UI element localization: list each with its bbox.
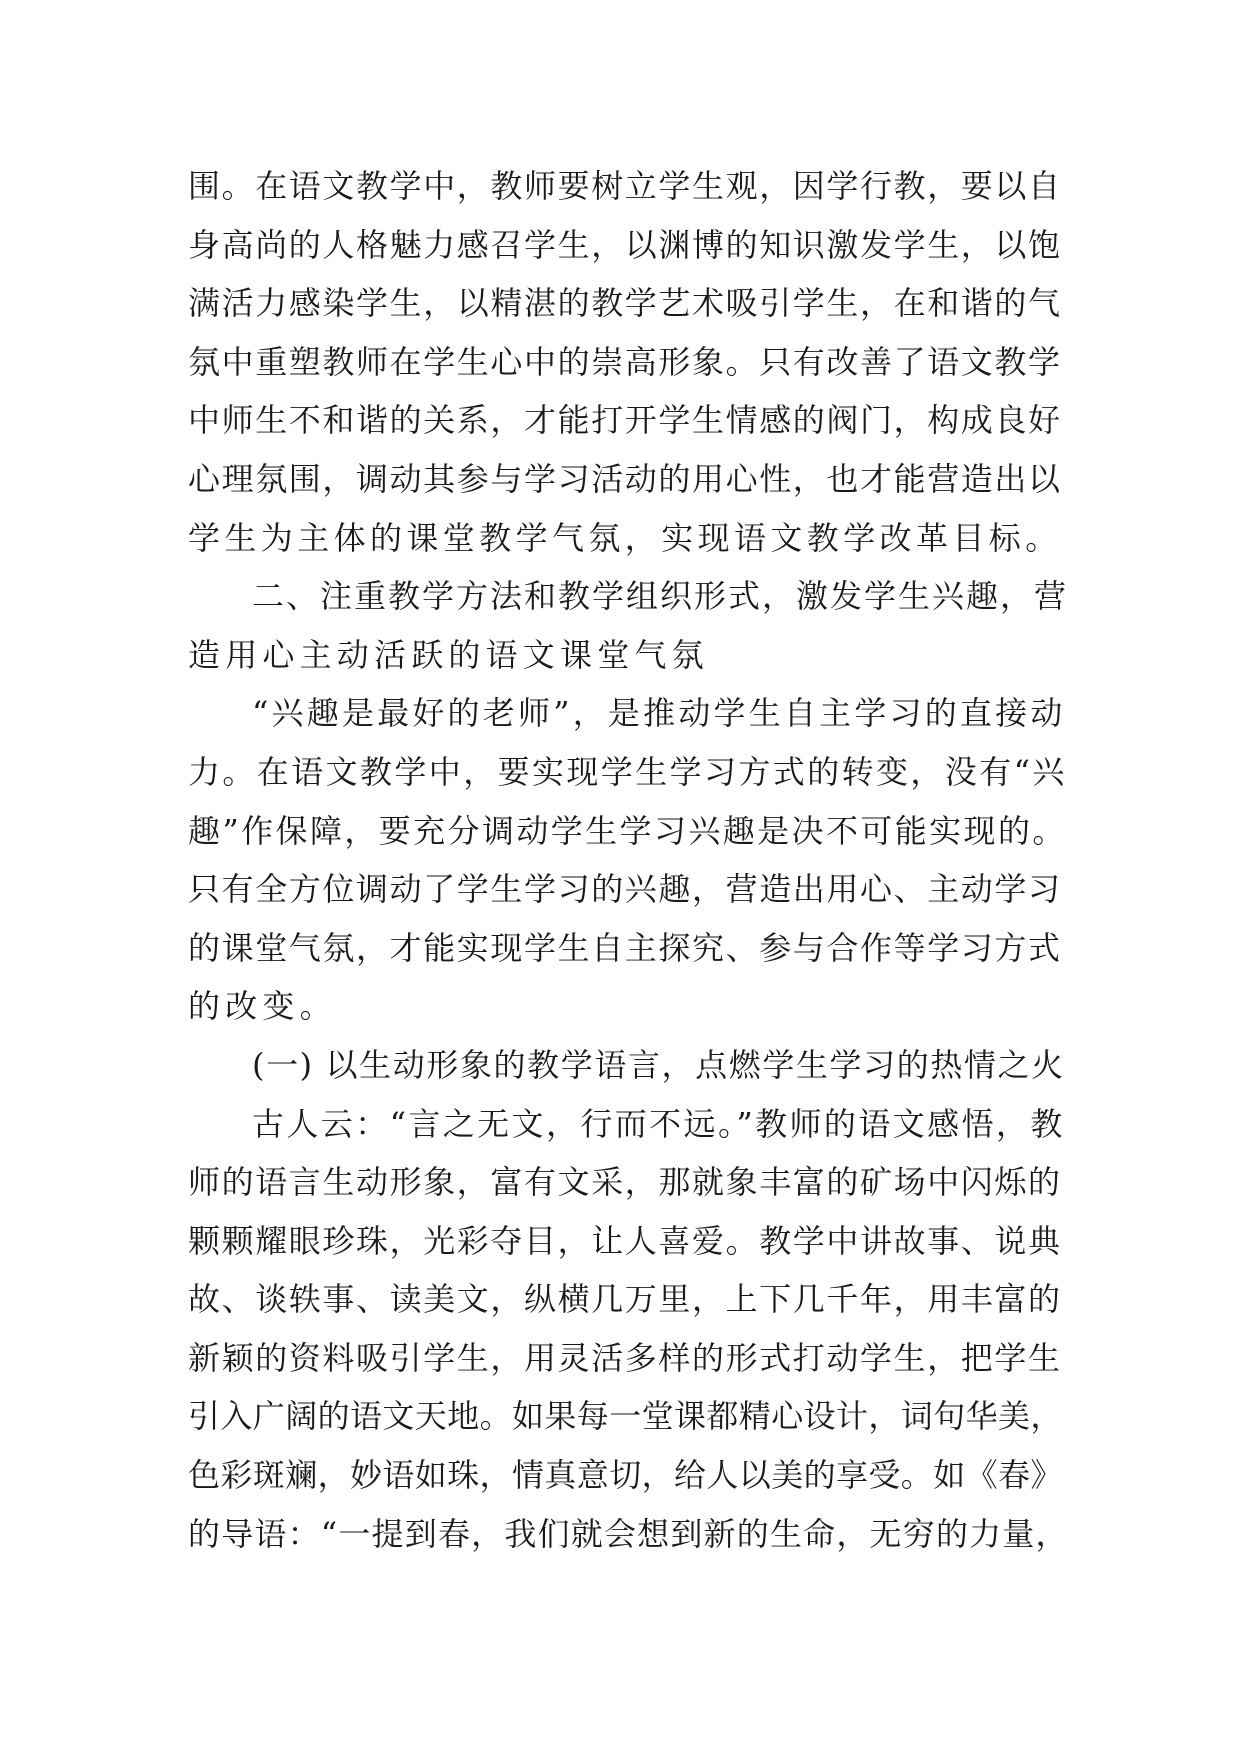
text-line: 的课堂气氛，才能实现学生自主探究、参与合作等学习方式 bbox=[188, 928, 1062, 967]
text-line: 学生为主体的课堂教学气氛，实现语文教学改革目标。 bbox=[188, 518, 1062, 557]
text-line: 只有全方位调动了学生学习的兴趣，营造出用心、主动学习 bbox=[188, 870, 1062, 909]
text-line: “兴趣是最好的老师”，是推动学生自主学习的直接动 bbox=[252, 694, 1066, 733]
text-line: 围。在语文教学中，教师要树立学生观，因学行教，要以自 bbox=[188, 167, 1062, 205]
text-line: 颗颗耀眼珍珠，光彩夺目，让人喜爱。教学中讲故事、说典 bbox=[188, 1221, 1062, 1260]
text-line: (一) 以生动形象的教学语言，点燃学生学习的热情之火 bbox=[252, 1045, 1065, 1084]
text-line: 新颖的资料吸引学生，用灵活多样的形式打动学生，把学生 bbox=[188, 1338, 1062, 1377]
text-line: 师的语言生动形象，富有文采，那就象丰富的矿场中闪烁的 bbox=[188, 1163, 1062, 1202]
text-line: 古人云：“言之无文，行而不远。”教师的语文感悟，教 bbox=[252, 1104, 1065, 1143]
text-line: 二、注重教学方法和教学组织形式，激发学生兴趣，营 bbox=[252, 577, 1069, 616]
text-line: 满活力感染学生，以精湛的教学艺术吸引学生，在和谐的气 bbox=[188, 284, 1062, 323]
text-line: 力。在语文教学中，要实现学生学习方式的转变，没有“兴 bbox=[188, 752, 1067, 791]
text-line: 色彩斑斓，妙语如珠，情真意切，给人以美的享受。如《春》 bbox=[188, 1456, 1063, 1495]
text-line: 中师生不和谐的关系，才能打开学生情感的阀门，构成良好 bbox=[188, 401, 1062, 440]
text-line: 造用心主动活跃的语文课堂气氛 bbox=[188, 635, 709, 674]
text-line: 身高尚的人格魅力感召学生，以渊博的知识激发学生，以饱 bbox=[188, 225, 1062, 264]
text-line: 引入广阔的语文天地。如果每一堂课都精心设计，词句华美， bbox=[188, 1397, 1063, 1436]
text-line: 的改变。 bbox=[188, 987, 337, 1026]
text-line: 故、谈轶事、读美文，纵横几万里，上下几千年，用丰富的 bbox=[188, 1280, 1062, 1319]
text-line: 心理氛围，调动其参与学习活动的用心性，也才能营造出以 bbox=[188, 459, 1062, 498]
body-text bbox=[188, 157, 1068, 1563]
text-line: 氛中重塑教师在学生心中的崇高形象。只有改善了语文教学 bbox=[188, 342, 1062, 381]
text-line: 趣”作保障，要充分调动学生学习兴趣是决不可能实现的。 bbox=[188, 811, 1067, 850]
text-line: 的导语：“一提到春，我们就会想到新的生命，无穷的力量， bbox=[188, 1514, 1069, 1553]
